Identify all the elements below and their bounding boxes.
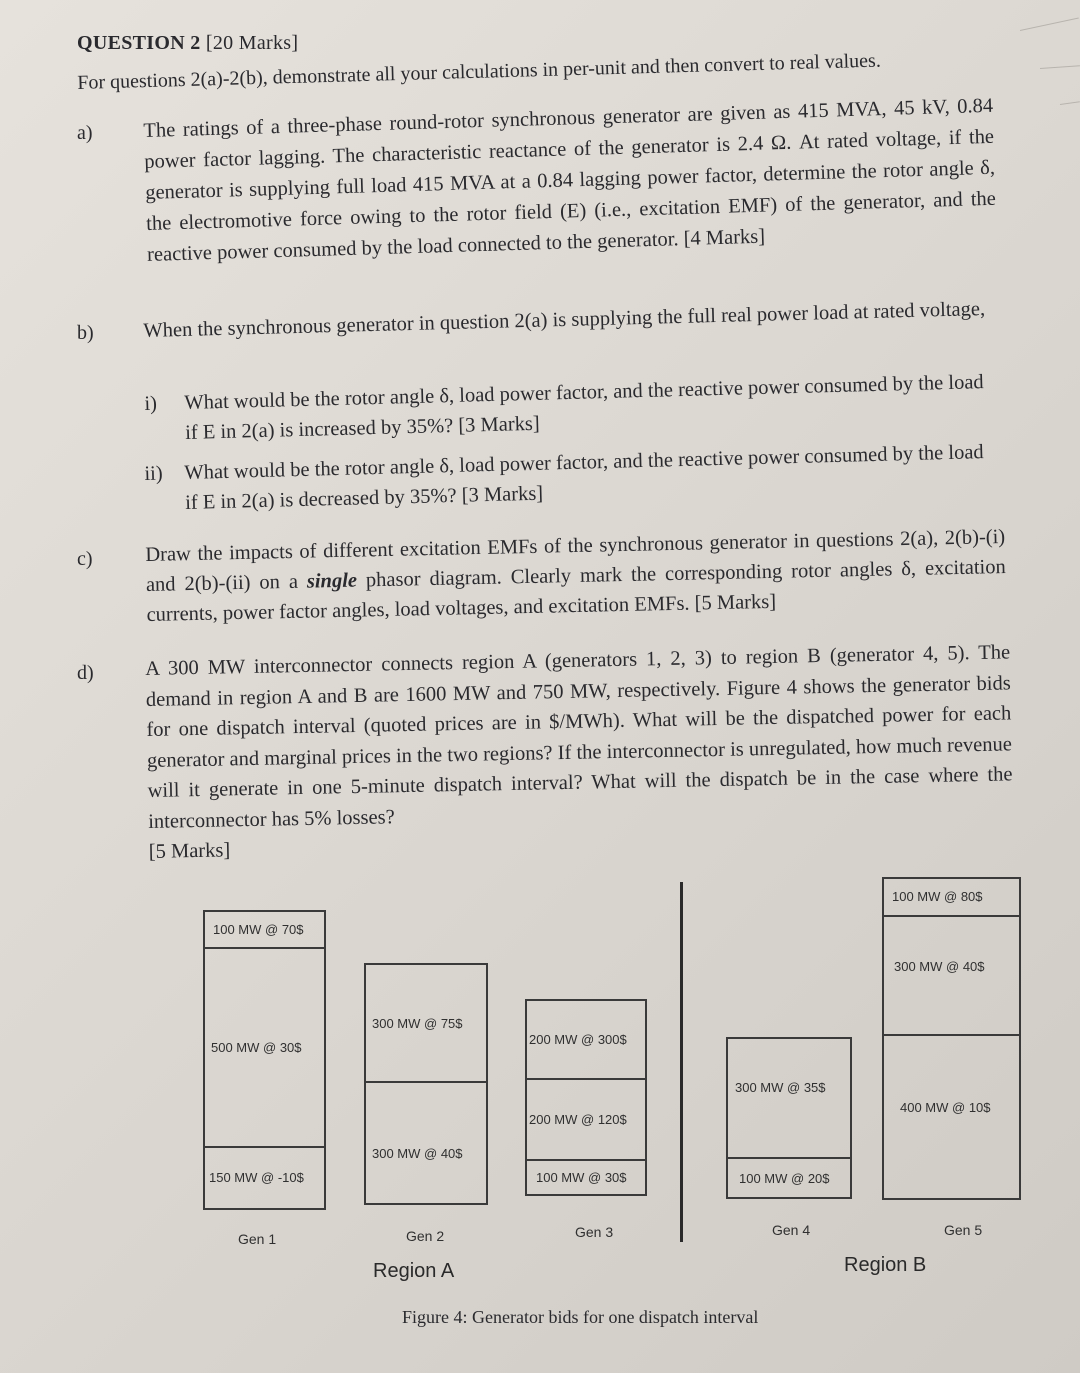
region-b-label: Region B xyxy=(844,1254,927,1276)
gen5-label: Gen 5 xyxy=(944,1222,983,1238)
gen1-bid-2: 500 MW @ 30$ xyxy=(211,1040,302,1055)
part-a-text: The ratings of a three-phase round-rotor synchronous generator are given as 415 MVA, 45 kV, 0.84 power factor lagging. The characteristic reactance of the generator is 2.4 Ω. At rated voltage, if the generator is supplying full load 415 MVA at a 0.84 lagging power factor, determine the rotor angle δ, the electromotive force owing to the rotor field (E) (i.e., excitation EMF) of the generator, and the reactive power consumed by the load connected to the generator. [4 Marks] xyxy=(143,94,997,266)
gen3-label: Gen 3 xyxy=(575,1224,614,1240)
part-b-ii-label: ii) xyxy=(144,462,163,486)
gen2-bid-stack xyxy=(364,963,488,1205)
part-c-text-before: Draw the impacts of different excitation EMFs of the synchronous generator in questions 2(a), 2(b)-(i) and 2(b)-(ii) on a xyxy=(145,525,1006,596)
gen5-segment-divider xyxy=(882,915,1021,917)
region-a-label: Region A xyxy=(373,1260,455,1282)
gen5-bid-2: 300 MW @ 40$ xyxy=(894,959,985,974)
gen5-bid-1: 100 MW @ 80$ xyxy=(892,889,983,904)
question-intro: For questions 2(a)-2(b), demonstrate all your calculations in per-unit and then convert to real values. xyxy=(77,49,882,94)
part-d-marks: [5 Marks] xyxy=(148,839,231,863)
part-b-i-text: What would be the rotor angle δ, load power factor, and the reactive power consumed by the load if E in 2(a) is increased by 35%? [3 Marks] xyxy=(184,371,984,444)
gen1-bid-3: 150 MW @ -10$ xyxy=(209,1170,304,1185)
part-c-text-after: phasor diagram. Clearly mark the corresponding rotor angles δ, excitation currents, power factor angles, load voltages, and excitation EMFs. [5 Marks] xyxy=(146,555,1006,626)
part-c-label: c) xyxy=(77,548,93,570)
gen3-segment-divider xyxy=(525,1159,647,1161)
part-d-label: d) xyxy=(77,662,94,684)
gen2-segment-divider xyxy=(364,1081,488,1083)
part-b-i-label: i) xyxy=(144,392,158,416)
gen3-bid-2: 200 MW @ 120$ xyxy=(529,1112,627,1127)
gen5-bid-3: 400 MW @ 10$ xyxy=(900,1100,991,1115)
question-heading: QUESTION 2 xyxy=(77,32,201,54)
gen2-bid-1: 300 MW @ 75$ xyxy=(372,1016,463,1031)
figure-caption: Figure 4: Generator bids for one dispatch interval xyxy=(402,1307,759,1327)
part-d-body: A 300 MW interconnector connects region A (generators 1, 2, 3) to region B (generator 4, 5). The demand in region A and B are 1600 MW and 750 MW, respectively. Figure 4 shows the generator bids for one dispatch interval (quoted prices are in $/MWh). What will be the dispatched power for each generator and marginal prices in the two regions? If the interconnector is unregulated, how much revenue will it generate in one 5-minute dispatch interval? What will the dispatch be in the case where the interconnector has 5% losses? xyxy=(145,641,1013,833)
gen3-bid-3: 100 MW @ 30$ xyxy=(536,1170,627,1185)
part-b-ii-text: What would be the rotor angle δ, load power factor, and the reactive power consumed by the load if E in 2(a) is decreased by 35%? [3 Marks] xyxy=(184,441,984,514)
region-divider xyxy=(680,882,683,1242)
part-c-emphasis: single xyxy=(306,569,358,593)
gen4-segment-divider xyxy=(726,1157,852,1159)
gen4-label: Gen 4 xyxy=(772,1222,811,1238)
gen5-bid-stack xyxy=(882,877,1021,1200)
part-b-text: When the synchronous generator in question 2(a) is supplying the full real power load at rated voltage, xyxy=(143,297,986,342)
question-marks: [20 Marks] xyxy=(205,32,299,54)
gen2-bid-2: 300 MW @ 40$ xyxy=(372,1146,463,1161)
gen3-bid-1: 200 MW @ 300$ xyxy=(529,1032,627,1047)
gen2-label: Gen 2 xyxy=(406,1228,445,1244)
gen1-segment-divider xyxy=(203,1146,326,1148)
gen5-segment-divider xyxy=(882,1034,1021,1036)
gen4-bid-2: 100 MW @ 20$ xyxy=(739,1171,830,1186)
part-b-label: b) xyxy=(77,322,94,344)
gen1-segment-divider xyxy=(203,947,326,949)
gen3-bid-stack xyxy=(525,999,647,1196)
part-a-label: a) xyxy=(77,122,93,144)
gen4-bid-1: 300 MW @ 35$ xyxy=(735,1080,826,1095)
gen3-segment-divider xyxy=(525,1078,647,1080)
gen1-label: Gen 1 xyxy=(238,1231,277,1247)
gen1-bid-1: 100 MW @ 70$ xyxy=(213,922,304,937)
gen1-bid-stack xyxy=(203,910,326,1210)
